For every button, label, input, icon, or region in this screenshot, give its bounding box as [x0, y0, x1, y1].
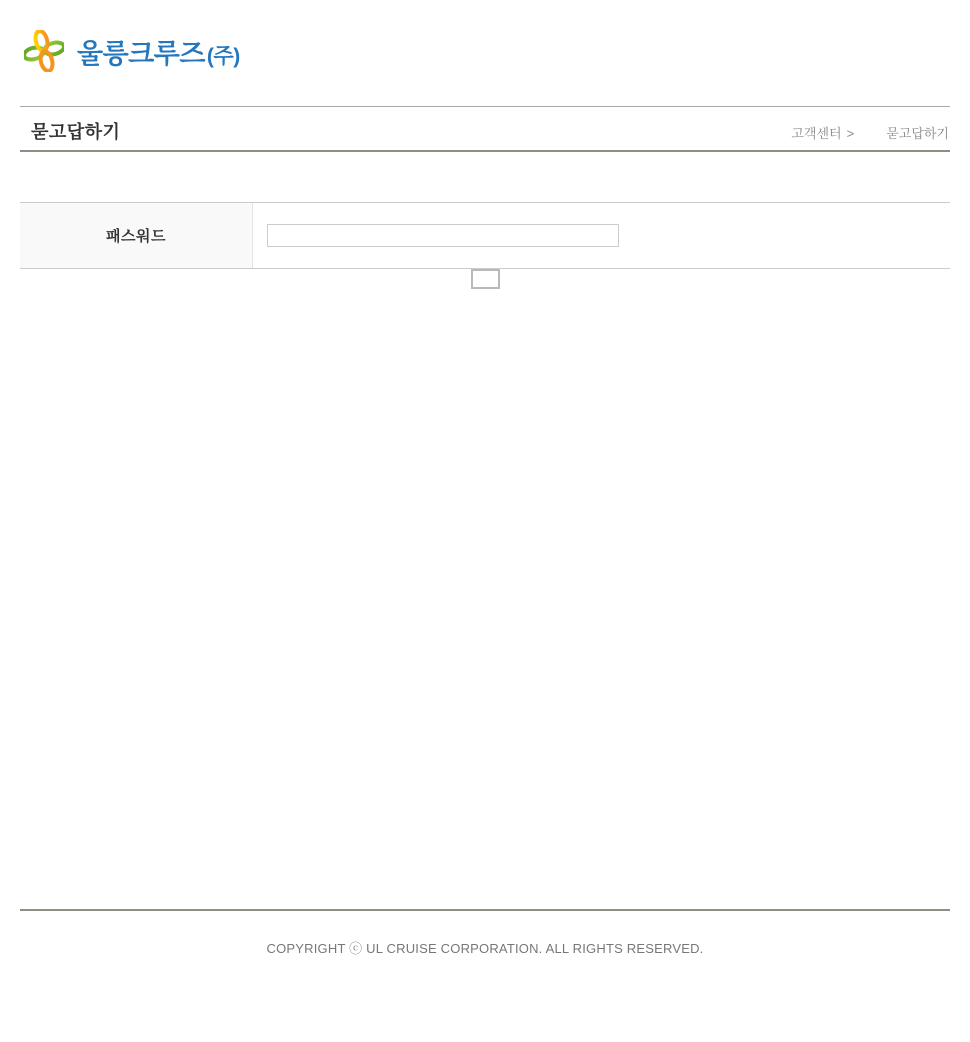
logo-company-suffix: (주) — [206, 44, 240, 68]
password-input[interactable] — [267, 224, 619, 247]
footer-divider — [20, 909, 950, 911]
password-value-cell — [253, 203, 950, 268]
breadcrumb — [791, 123, 949, 142]
password-form-table — [20, 202, 950, 269]
password-label-cell — [20, 203, 253, 268]
logo-company-name — [77, 32, 240, 71]
breadcrumb-parent[interactable]: 고객센터 — [791, 126, 842, 141]
page-title: 묻고답하기 — [31, 122, 121, 142]
submit-button[interactable] — [471, 269, 500, 289]
footer-copyright: COPYRIGHT ⓒ UL CRUISE CORPORATION. ALL RIGHTS RESERVED. — [266, 941, 704, 956]
breadcrumb-current[interactable]: 묻고답하기 — [886, 126, 949, 141]
breadcrumb-separator: > — [846, 126, 855, 141]
site-logo[interactable] — [24, 30, 240, 72]
page-title-band — [20, 106, 950, 152]
password-label: 패스워드 — [106, 228, 166, 245]
logo-flower-icon — [24, 30, 64, 72]
logo-company-name-text: 울릉크루즈 — [77, 38, 205, 69]
